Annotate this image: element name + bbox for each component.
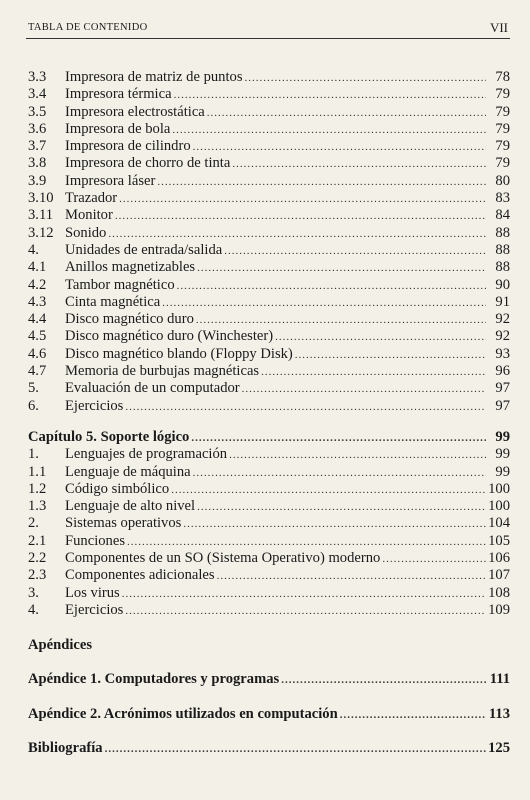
toc-label: Disco magnético blando (Floppy Disk) (65, 345, 293, 362)
table-of-contents (28, 69, 510, 757)
toc-label: Tambor magnético (65, 276, 175, 293)
toc-page: 97 (495, 380, 510, 397)
toc-page: 79 (495, 138, 510, 155)
toc-group-chapter4 (28, 69, 510, 415)
toc-leader (196, 312, 486, 329)
toc-leader (382, 551, 486, 568)
toc-label: Unidades de entrada/salida (65, 241, 223, 258)
toc-number: 5. (28, 380, 39, 397)
toc-page: 88 (495, 241, 510, 258)
toc-page: 92 (495, 311, 510, 328)
toc-leader (157, 174, 486, 191)
toc-entry (28, 515, 510, 532)
toc-leader (171, 482, 486, 499)
toc-entry (28, 363, 510, 380)
toc-appendix-2 (28, 706, 510, 723)
toc-label: Impresora de cilindro (65, 138, 191, 155)
header-page-number: VII (489, 20, 508, 35)
toc-leader (191, 430, 486, 447)
toc-page: 105 (488, 532, 510, 549)
toc-entry (28, 446, 510, 463)
toc-page: 78 (495, 69, 510, 85)
toc-number: 4.2 (28, 276, 47, 293)
toc-entry (28, 225, 510, 242)
toc-label: Monitor (65, 207, 113, 224)
toc-leader (127, 534, 486, 551)
toc-entry (28, 259, 510, 276)
toc-page: 79 (495, 86, 510, 103)
toc-number: 3.7 (28, 138, 47, 155)
toc-number: 1.1 (28, 463, 47, 480)
toc-leader (115, 208, 486, 225)
toc-entry (28, 398, 510, 415)
toc-leader (119, 191, 486, 208)
toc-page: 88 (495, 259, 510, 276)
toc-number: 3.12 (28, 224, 54, 241)
toc-page: 93 (495, 345, 510, 362)
toc-label: Lenguaje de máquina (65, 463, 191, 480)
toc-page: 99 (495, 463, 510, 480)
toc-label: Bibliografía (28, 739, 103, 756)
toc-entry (28, 311, 510, 328)
toc-page: 99 (495, 446, 510, 463)
toc-page: 84 (495, 207, 510, 224)
toc-entry (28, 380, 510, 397)
toc-number: 4. (28, 241, 39, 258)
toc-entry (28, 498, 510, 515)
toc-leader (224, 243, 486, 260)
toc-leader (172, 122, 486, 139)
toc-page: 113 (488, 705, 510, 722)
toc-entry (28, 173, 510, 190)
toc-entry (28, 104, 510, 121)
toc-entry (28, 86, 510, 103)
appendices-heading: Apéndices (28, 637, 93, 654)
toc-appendix-1 (28, 671, 510, 688)
toc-label: Ejercicios (65, 397, 124, 414)
toc-page: 96 (495, 363, 510, 380)
toc-number: 4.7 (28, 363, 47, 380)
toc-leader (232, 156, 486, 173)
toc-number: 2.3 (28, 567, 47, 584)
toc-leader (183, 516, 486, 533)
toc-leader (245, 70, 487, 87)
toc-entry (28, 481, 510, 498)
toc-number: 6. (28, 397, 39, 414)
toc-leader (295, 347, 486, 364)
toc-page: 125 (488, 739, 510, 756)
toc-label: Evaluación de un computador (65, 380, 240, 397)
toc-group-chapter5 (28, 446, 510, 619)
toc-label: Funciones (65, 532, 125, 549)
toc-entry (28, 277, 510, 294)
toc-leader (162, 295, 486, 312)
toc-number: 4.6 (28, 345, 47, 362)
toc-page: 80 (495, 172, 510, 189)
header-title: TABLA DE CONTENIDO (28, 22, 148, 33)
toc-label: Impresora electrostática (65, 103, 205, 120)
toc-entry (28, 69, 510, 86)
toc-leader (275, 329, 486, 346)
toc-page: 107 (488, 567, 510, 584)
toc-entry (28, 328, 510, 345)
toc-label: Ejercicios (65, 601, 124, 618)
toc-leader (261, 364, 486, 381)
toc-number: 4.3 (28, 293, 47, 310)
toc-page: 91 (495, 293, 510, 310)
toc-number: 3. (28, 584, 39, 601)
toc-label: Impresora láser (65, 172, 156, 189)
toc-leader (242, 381, 486, 398)
toc-page: 104 (488, 515, 510, 532)
toc-entry (28, 585, 510, 602)
toc-number: 3.5 (28, 103, 47, 120)
toc-page: 99 (495, 428, 510, 445)
toc-leader (340, 707, 486, 724)
toc-number: 2.2 (28, 550, 47, 567)
toc-label: Componentes de un SO (Sistema Operativo) moderno (65, 550, 381, 567)
toc-page: 109 (488, 601, 510, 618)
toc-leader (207, 105, 486, 122)
toc-leader (105, 741, 486, 758)
toc-page: 79 (495, 155, 510, 172)
toc-page: 111 (489, 671, 510, 688)
toc-page: 79 (495, 120, 510, 137)
toc-number: 4.5 (28, 328, 47, 345)
toc-label: Apéndice 1. Computadores y programas (28, 671, 280, 688)
toc-entry (28, 155, 510, 172)
toc-entry (28, 346, 510, 363)
toc-entry (28, 464, 510, 481)
toc-leader (177, 278, 486, 295)
toc-page: 92 (495, 328, 510, 345)
toc-label: Disco magnético duro (65, 311, 194, 328)
toc-number: 3.8 (28, 155, 47, 172)
toc-leader (193, 139, 486, 156)
toc-page: 83 (495, 190, 510, 207)
toc-label: Memoria de burbujas magnéticas (65, 363, 260, 380)
toc-entry (28, 121, 510, 138)
toc-entry (28, 533, 510, 550)
toc-leader (193, 465, 486, 482)
toc-number: 3.3 (28, 69, 47, 85)
toc-number: 1.2 (28, 480, 47, 497)
toc-leader (122, 586, 486, 603)
toc-number: 3.4 (28, 86, 47, 103)
toc-page: 100 (488, 480, 510, 497)
toc-leader (281, 672, 486, 689)
toc-label: Sonido (65, 224, 107, 241)
toc-number: 2.1 (28, 532, 47, 549)
toc-entry (28, 294, 510, 311)
toc-leader (125, 603, 486, 620)
toc-number: 4.1 (28, 259, 47, 276)
toc-label: Trazador (65, 190, 118, 207)
toc-entry (28, 567, 510, 584)
toc-leader (197, 260, 486, 277)
toc-leader (229, 447, 486, 464)
toc-page: 106 (488, 550, 510, 567)
toc-label: Impresora de chorro de tinta (65, 155, 231, 172)
toc-page: 108 (488, 584, 510, 601)
toc-label: Sistemas operativos (65, 515, 182, 532)
toc-number: 4.4 (28, 311, 47, 328)
toc-label: Impresora de matriz de puntos (65, 69, 243, 85)
toc-label: Anillos magnetizables (65, 259, 196, 276)
toc-entry (28, 190, 510, 207)
toc-page: 90 (495, 276, 510, 293)
toc-entry (28, 207, 510, 224)
toc-entry (28, 242, 510, 259)
toc-entry (28, 138, 510, 155)
toc-page: 97 (495, 397, 510, 414)
toc-page: 88 (495, 224, 510, 241)
toc-label: Cinta magnética (65, 293, 161, 310)
toc-label: Lenguaje de alto nivel (65, 498, 196, 515)
toc-number: 3.11 (28, 207, 53, 224)
toc-leader (108, 226, 486, 243)
toc-entry (28, 602, 510, 619)
toc-label: Código simbólico (65, 480, 170, 497)
toc-label: Impresora de bola (65, 120, 171, 137)
toc-bibliography (28, 740, 510, 757)
toc-number: 2. (28, 515, 39, 532)
toc-label: Lenguajes de programación (65, 446, 228, 463)
toc-number: 3.10 (28, 190, 54, 207)
toc-label: Impresora térmica (65, 86, 172, 103)
toc-label: Apéndice 2. Acrónimos utilizados en computación (28, 705, 338, 722)
toc-leader (125, 399, 486, 416)
toc-label: Componentes adicionales (65, 567, 215, 584)
toc-number: 3.9 (28, 172, 47, 189)
toc-entry (28, 550, 510, 567)
toc-leader (174, 87, 486, 104)
running-header (26, 20, 510, 39)
toc-chapter-5 (28, 429, 510, 446)
toc-label: Capítulo 5. Soporte lógico (28, 428, 190, 445)
toc-leader (197, 499, 486, 516)
toc-page: 79 (495, 103, 510, 120)
toc-number: 4. (28, 601, 39, 618)
toc-label: Disco magnético duro (Winchester) (65, 328, 274, 345)
toc-number: 1. (28, 446, 39, 463)
toc-page: 100 (488, 498, 510, 515)
toc-label: Los virus (65, 584, 120, 601)
toc-number: 3.6 (28, 120, 47, 137)
toc-number: 1.3 (28, 498, 47, 515)
toc-leader (217, 568, 486, 585)
